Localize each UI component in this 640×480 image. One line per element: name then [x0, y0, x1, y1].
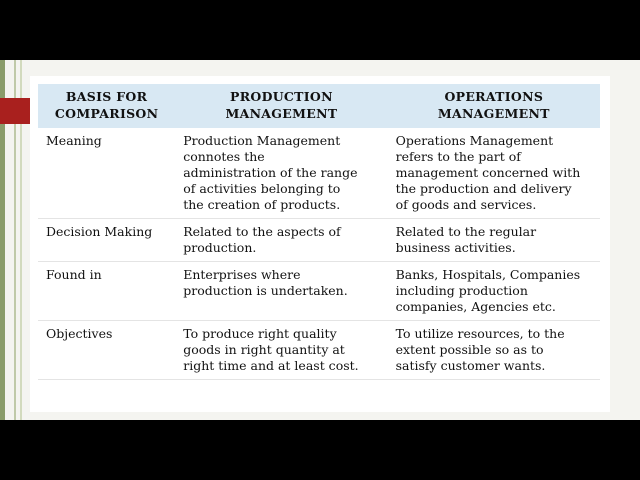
table-header-row: [38, 84, 600, 128]
row-production: Related to the aspects of production.: [175, 219, 387, 262]
row-operations: Banks, Hospitals, Companies including production companies, Agencies etc.: [388, 262, 600, 321]
row-basis: Found in: [38, 262, 175, 321]
header-basis: BASIS FOR COMPARISON: [38, 84, 175, 128]
table-row: [38, 128, 600, 219]
header-production-management: PRODUCTION MANAGEMENT: [175, 84, 387, 128]
row-production: Enterprises where production is undertaken.: [175, 262, 387, 321]
row-basis: Decision Making: [38, 219, 175, 262]
comparison-panel: [30, 76, 610, 412]
table-row: [38, 262, 600, 321]
slide: [0, 60, 640, 420]
row-operations: Related to the regular business activities.: [388, 219, 600, 262]
row-operations: Operations Management refers to the part of management concerned with the production and delivery of goods and services.: [388, 128, 600, 219]
row-operations: To utilize resources, to the extent possible so as to satisfy customer wants.: [388, 321, 600, 380]
table-row: [38, 219, 600, 262]
table-row: [38, 321, 600, 380]
row-production: To produce right quality goods in right quantity at right time and at least cost.: [175, 321, 387, 380]
row-production: Production Management connotes the administration of the range of activities belonging to the creation of products.: [175, 128, 387, 219]
row-basis: Meaning: [38, 128, 175, 219]
header-operations-management: OPERATIONS MANAGEMENT: [388, 84, 600, 128]
row-basis: Objectives: [38, 321, 175, 380]
red-accent-bar: [0, 98, 30, 124]
comparison-table: [38, 84, 600, 380]
